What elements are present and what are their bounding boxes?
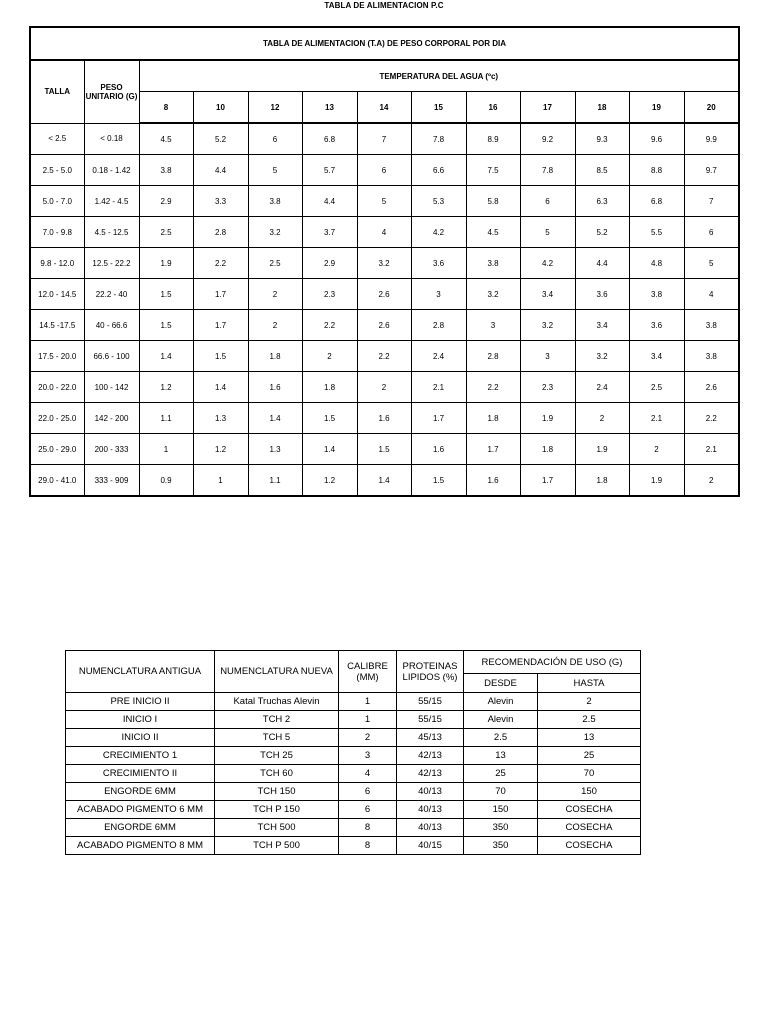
rate-cell: 1.9	[139, 248, 193, 279]
table-row	[66, 819, 641, 837]
calibre-cell: 1	[339, 693, 397, 711]
rate-cell: 2.2	[357, 341, 411, 372]
rate-cell: 1.9	[575, 434, 629, 465]
peso-cell: 66.6 - 100	[84, 341, 139, 372]
antigua-cell: ENGORDE 6MM	[66, 783, 215, 801]
desde-cell: Alevin	[464, 693, 538, 711]
rate-cell: 8.9	[466, 123, 520, 155]
temperature-column-header: 20	[684, 92, 739, 124]
talla-cell: 5.0 - 7.0	[30, 186, 84, 217]
rate-cell: 3.6	[575, 279, 629, 310]
talla-cell: 20.0 - 22.0	[30, 372, 84, 403]
rate-cell: 1.2	[139, 372, 193, 403]
rate-cell: 0.9	[139, 465, 193, 497]
table-row	[66, 765, 641, 783]
hasta-header: HASTA	[538, 674, 641, 693]
rate-cell: 5.2	[193, 123, 248, 155]
rate-cell: 7.8	[411, 123, 466, 155]
rate-cell: 9.2	[520, 123, 575, 155]
rate-cell: 1.3	[193, 403, 248, 434]
calibre-cell: 1	[339, 711, 397, 729]
rate-cell: 1.4	[193, 372, 248, 403]
rate-cell: 2.6	[684, 372, 739, 403]
page-title: TABLA DE ALIMENTACION P.C	[324, 1, 444, 10]
rate-cell: 5	[248, 155, 302, 186]
hasta-cell: COSECHA	[538, 837, 641, 855]
rate-cell: 1.4	[139, 341, 193, 372]
rate-cell: 4.4	[193, 155, 248, 186]
peso-cell: 142 - 200	[84, 403, 139, 434]
rate-cell: 1.6	[357, 403, 411, 434]
rate-cell: 3	[411, 279, 466, 310]
talla-cell: 2.5 - 5.0	[30, 155, 84, 186]
rate-cell: 1.6	[466, 465, 520, 497]
talla-cell: 29.0 - 41.0	[30, 465, 84, 497]
antigua-cell: ENGORDE 6MM	[66, 819, 215, 837]
nueva-cell: TCH 2	[215, 711, 339, 729]
rate-cell: 1.8	[302, 372, 357, 403]
desde-header: DESDE	[464, 674, 538, 693]
antigua-header: NUMENCLATURA ANTIGUA	[66, 651, 215, 693]
hasta-cell: COSECHA	[538, 801, 641, 819]
rate-cell: 1.6	[411, 434, 466, 465]
temperature-column-header: 13	[302, 92, 357, 124]
rate-cell: 1	[193, 465, 248, 497]
rate-cell: 1.2	[193, 434, 248, 465]
temperature-column-header: 17	[520, 92, 575, 124]
nueva-cell: TCH 25	[215, 747, 339, 765]
rate-cell: 1.5	[139, 279, 193, 310]
rate-cell: 1.8	[520, 434, 575, 465]
table-row	[30, 155, 739, 186]
rate-cell: 1.5	[411, 465, 466, 497]
hasta-cell: 13	[538, 729, 641, 747]
rate-cell: 6.6	[411, 155, 466, 186]
rate-cell: 8.8	[629, 155, 684, 186]
rate-cell: 3.4	[629, 341, 684, 372]
hasta-cell: 25	[538, 747, 641, 765]
desde-cell: Alevin	[464, 711, 538, 729]
calibre-cell: 8	[339, 819, 397, 837]
rate-cell: 6	[520, 186, 575, 217]
rate-cell: 1.8	[248, 341, 302, 372]
table-row	[30, 279, 739, 310]
proteinas-cell: 55/15	[397, 693, 464, 711]
nueva-header: NUMENCLATURA NUEVA	[215, 651, 339, 693]
temperature-column-header: 18	[575, 92, 629, 124]
rate-cell: 3.7	[302, 217, 357, 248]
nueva-cell: TCH 500	[215, 819, 339, 837]
talla-cell: 25.0 - 29.0	[30, 434, 84, 465]
recomendacion-header: RECOMENDACIÓN DE USO (G)	[464, 651, 641, 674]
temperature-column-header: 16	[466, 92, 520, 124]
table-row	[30, 372, 739, 403]
rate-cell: 1.7	[466, 434, 520, 465]
desde-cell: 350	[464, 819, 538, 837]
rate-cell: 6.8	[302, 123, 357, 155]
temperature-column-header: 15	[411, 92, 466, 124]
rate-cell: 5.2	[575, 217, 629, 248]
feeding-rate-table	[29, 26, 740, 497]
rate-cell: 2.5	[139, 217, 193, 248]
rate-cell: 2.5	[248, 248, 302, 279]
rate-cell: 4.4	[575, 248, 629, 279]
rate-cell: 2.2	[302, 310, 357, 341]
antigua-cell: ACABADO PIGMENTO 6 MM	[66, 801, 215, 819]
rate-cell: 6.3	[575, 186, 629, 217]
rate-cell: 3.2	[520, 310, 575, 341]
rate-cell: 4	[357, 217, 411, 248]
antigua-cell: ACABADO PIGMENTO 8 MM	[66, 837, 215, 855]
calibre-cell: 4	[339, 765, 397, 783]
nueva-cell: TCH P 500	[215, 837, 339, 855]
rate-cell: 2.1	[629, 403, 684, 434]
rate-cell: 2	[684, 465, 739, 497]
rate-cell: 4.4	[302, 186, 357, 217]
rate-cell: 3.8	[629, 279, 684, 310]
table-row	[30, 434, 739, 465]
rate-cell: 2	[302, 341, 357, 372]
rate-cell: 4.8	[629, 248, 684, 279]
rate-cell: 9.6	[629, 123, 684, 155]
table-row	[30, 217, 739, 248]
hasta-cell: 150	[538, 783, 641, 801]
rate-cell: 1.7	[193, 310, 248, 341]
rate-cell: 6	[684, 217, 739, 248]
rate-cell: 7.8	[520, 155, 575, 186]
talla-cell: 7.0 - 9.8	[30, 217, 84, 248]
proteinas-cell: 42/13	[397, 765, 464, 783]
table-row	[66, 837, 641, 855]
rate-cell: 1.7	[411, 403, 466, 434]
calibre-cell: 6	[339, 801, 397, 819]
nueva-cell: TCH 60	[215, 765, 339, 783]
rate-cell: 3.2	[575, 341, 629, 372]
peso-header: PESO UNITARIO (G)	[84, 60, 139, 123]
table-row	[66, 747, 641, 765]
temperature-header: TEMPERATURA DEL AGUA (ºc)	[139, 60, 739, 92]
peso-cell: 22.2 - 40	[84, 279, 139, 310]
rate-cell: 1.4	[357, 465, 411, 497]
hasta-cell: 70	[538, 765, 641, 783]
temperature-column-header: 14	[357, 92, 411, 124]
rate-cell: 3.8	[139, 155, 193, 186]
table-row	[66, 711, 641, 729]
proteinas-cell: 42/13	[397, 747, 464, 765]
rate-cell: 5.8	[466, 186, 520, 217]
talla-cell: 9.8 - 12.0	[30, 248, 84, 279]
table-row	[30, 310, 739, 341]
rate-cell: 8.5	[575, 155, 629, 186]
rate-cell: 4.5	[466, 217, 520, 248]
rate-cell: 9.3	[575, 123, 629, 155]
temperature-column-header: 10	[193, 92, 248, 124]
rate-cell: 2.3	[520, 372, 575, 403]
table-row	[66, 801, 641, 819]
rate-cell: 2.2	[466, 372, 520, 403]
rate-cell: 1.9	[520, 403, 575, 434]
proteinas-cell: 40/13	[397, 819, 464, 837]
proteinas-cell: 40/13	[397, 801, 464, 819]
rate-cell: 3.2	[466, 279, 520, 310]
proteinas-cell: 45/13	[397, 729, 464, 747]
rate-cell: 2.8	[466, 341, 520, 372]
rate-cell: 3.8	[684, 310, 739, 341]
peso-cell: 4.5 - 12.5	[84, 217, 139, 248]
rate-cell: 1.1	[248, 465, 302, 497]
nueva-cell: TCH 5	[215, 729, 339, 747]
rate-cell: 1.5	[139, 310, 193, 341]
rate-cell: 2.2	[193, 248, 248, 279]
rate-cell: 3.8	[248, 186, 302, 217]
hasta-cell: COSECHA	[538, 819, 641, 837]
rate-cell: 1.9	[629, 465, 684, 497]
rate-cell: 3.6	[411, 248, 466, 279]
rate-cell: 5	[520, 217, 575, 248]
peso-cell: 12.5 - 22.2	[84, 248, 139, 279]
temperature-column-header: 19	[629, 92, 684, 124]
talla-cell: 12.0 - 14.5	[30, 279, 84, 310]
antigua-cell: CRECIMIENTO 1	[66, 747, 215, 765]
rate-cell: 1.7	[520, 465, 575, 497]
talla-cell: 17.5 - 20.0	[30, 341, 84, 372]
peso-cell: 0.18 - 1.42	[84, 155, 139, 186]
rate-cell: 9.7	[684, 155, 739, 186]
rate-cell: 5.3	[411, 186, 466, 217]
desde-cell: 25	[464, 765, 538, 783]
rate-cell: 7	[357, 123, 411, 155]
rate-cell: 3.8	[466, 248, 520, 279]
rate-cell: 2	[248, 279, 302, 310]
rate-cell: 3	[520, 341, 575, 372]
rate-cell: 5.7	[302, 155, 357, 186]
rate-cell: 6.8	[629, 186, 684, 217]
proteinas-header: PROTEINAS LIPIDOS (%)	[397, 651, 464, 693]
hasta-cell: 2.5	[538, 711, 641, 729]
rate-cell: 2	[248, 310, 302, 341]
rate-cell: 5.5	[629, 217, 684, 248]
rate-cell: 3.4	[520, 279, 575, 310]
rate-cell: 2.5	[629, 372, 684, 403]
rate-cell: 7.5	[466, 155, 520, 186]
rate-cell: 5	[357, 186, 411, 217]
proteinas-cell: 40/13	[397, 783, 464, 801]
rate-cell: 1.5	[302, 403, 357, 434]
calibre-cell: 8	[339, 837, 397, 855]
rate-cell: 2	[357, 372, 411, 403]
rate-cell: 1.5	[357, 434, 411, 465]
desde-cell: 350	[464, 837, 538, 855]
rate-cell: 6	[248, 123, 302, 155]
rate-cell: 2.6	[357, 279, 411, 310]
desde-cell: 2.5	[464, 729, 538, 747]
rate-cell: 1.8	[466, 403, 520, 434]
rate-cell: 4.2	[411, 217, 466, 248]
rate-cell: 1	[139, 434, 193, 465]
peso-cell: 333 - 909	[84, 465, 139, 497]
rate-cell: 2.9	[302, 248, 357, 279]
table-row	[30, 341, 739, 372]
rate-cell: 3.2	[248, 217, 302, 248]
rate-cell: 3.4	[575, 310, 629, 341]
table-row	[30, 248, 739, 279]
rate-cell: 2.2	[684, 403, 739, 434]
calibre-cell: 6	[339, 783, 397, 801]
desde-cell: 13	[464, 747, 538, 765]
rate-cell: 4.2	[520, 248, 575, 279]
table-row	[30, 465, 739, 497]
temperature-column-header: 12	[248, 92, 302, 124]
rate-cell: 1.1	[139, 403, 193, 434]
rate-cell: 1.3	[248, 434, 302, 465]
rate-cell: 1.8	[575, 465, 629, 497]
rate-cell: 3	[466, 310, 520, 341]
rate-cell: 2.9	[139, 186, 193, 217]
peso-cell: 40 - 66.6	[84, 310, 139, 341]
rate-cell: 3.6	[629, 310, 684, 341]
rate-cell: 3.2	[357, 248, 411, 279]
rate-cell: 1.2	[302, 465, 357, 497]
feed-table-caption: TABLA DE ALIMENTACION (T.A) DE PESO CORPORAL POR DIA	[30, 27, 739, 60]
talla-cell: < 2.5	[30, 123, 84, 155]
table-row	[66, 693, 641, 711]
nueva-cell: TCH 150	[215, 783, 339, 801]
rate-cell: 1.7	[193, 279, 248, 310]
talla-cell: 14.5 -17.5	[30, 310, 84, 341]
nueva-cell: Katal Truchas Alevin	[215, 693, 339, 711]
rate-cell: 2	[629, 434, 684, 465]
rate-cell: 5	[684, 248, 739, 279]
hasta-cell: 2	[538, 693, 641, 711]
calibre-cell: 2	[339, 729, 397, 747]
rate-cell: 4.5	[139, 123, 193, 155]
peso-cell: 100 - 142	[84, 372, 139, 403]
rate-cell: 1.6	[248, 372, 302, 403]
peso-cell: 1.42 - 4.5	[84, 186, 139, 217]
temperature-column-header: 8	[139, 92, 193, 124]
peso-cell: < 0.18	[84, 123, 139, 155]
talla-header: TALLA	[30, 60, 84, 123]
rate-cell: 2.4	[575, 372, 629, 403]
rate-cell: 2.3	[302, 279, 357, 310]
proteinas-cell: 55/15	[397, 711, 464, 729]
table-row	[30, 403, 739, 434]
rate-cell: 2.8	[411, 310, 466, 341]
rate-cell: 2.4	[411, 341, 466, 372]
rate-cell: 2.1	[684, 434, 739, 465]
rate-cell: 1.4	[302, 434, 357, 465]
calibre-cell: 3	[339, 747, 397, 765]
rate-cell: 9.9	[684, 123, 739, 155]
talla-cell: 22.0 - 25.0	[30, 403, 84, 434]
desde-cell: 150	[464, 801, 538, 819]
desde-cell: 70	[464, 783, 538, 801]
nomenclature-table	[65, 650, 641, 855]
proteinas-cell: 40/15	[397, 837, 464, 855]
rate-cell: 2	[575, 403, 629, 434]
table-row	[30, 123, 739, 155]
rate-cell: 1.4	[248, 403, 302, 434]
antigua-cell: CRECIMIENTO II	[66, 765, 215, 783]
rate-cell: 6	[357, 155, 411, 186]
rate-cell: 2.8	[193, 217, 248, 248]
antigua-cell: PRE INICIO II	[66, 693, 215, 711]
table-row	[66, 783, 641, 801]
rate-cell: 3.8	[684, 341, 739, 372]
rate-cell: 7	[684, 186, 739, 217]
nueva-cell: TCH P 150	[215, 801, 339, 819]
calibre-header: CALIBRE (MM)	[339, 651, 397, 693]
rate-cell: 4	[684, 279, 739, 310]
antigua-cell: INICIO I	[66, 711, 215, 729]
rate-cell: 3.3	[193, 186, 248, 217]
rate-cell: 2.1	[411, 372, 466, 403]
peso-cell: 200 - 333	[84, 434, 139, 465]
table-row	[30, 186, 739, 217]
antigua-cell: INICIO II	[66, 729, 215, 747]
rate-cell: 1.5	[193, 341, 248, 372]
table-row	[66, 729, 641, 747]
rate-cell: 2.6	[357, 310, 411, 341]
